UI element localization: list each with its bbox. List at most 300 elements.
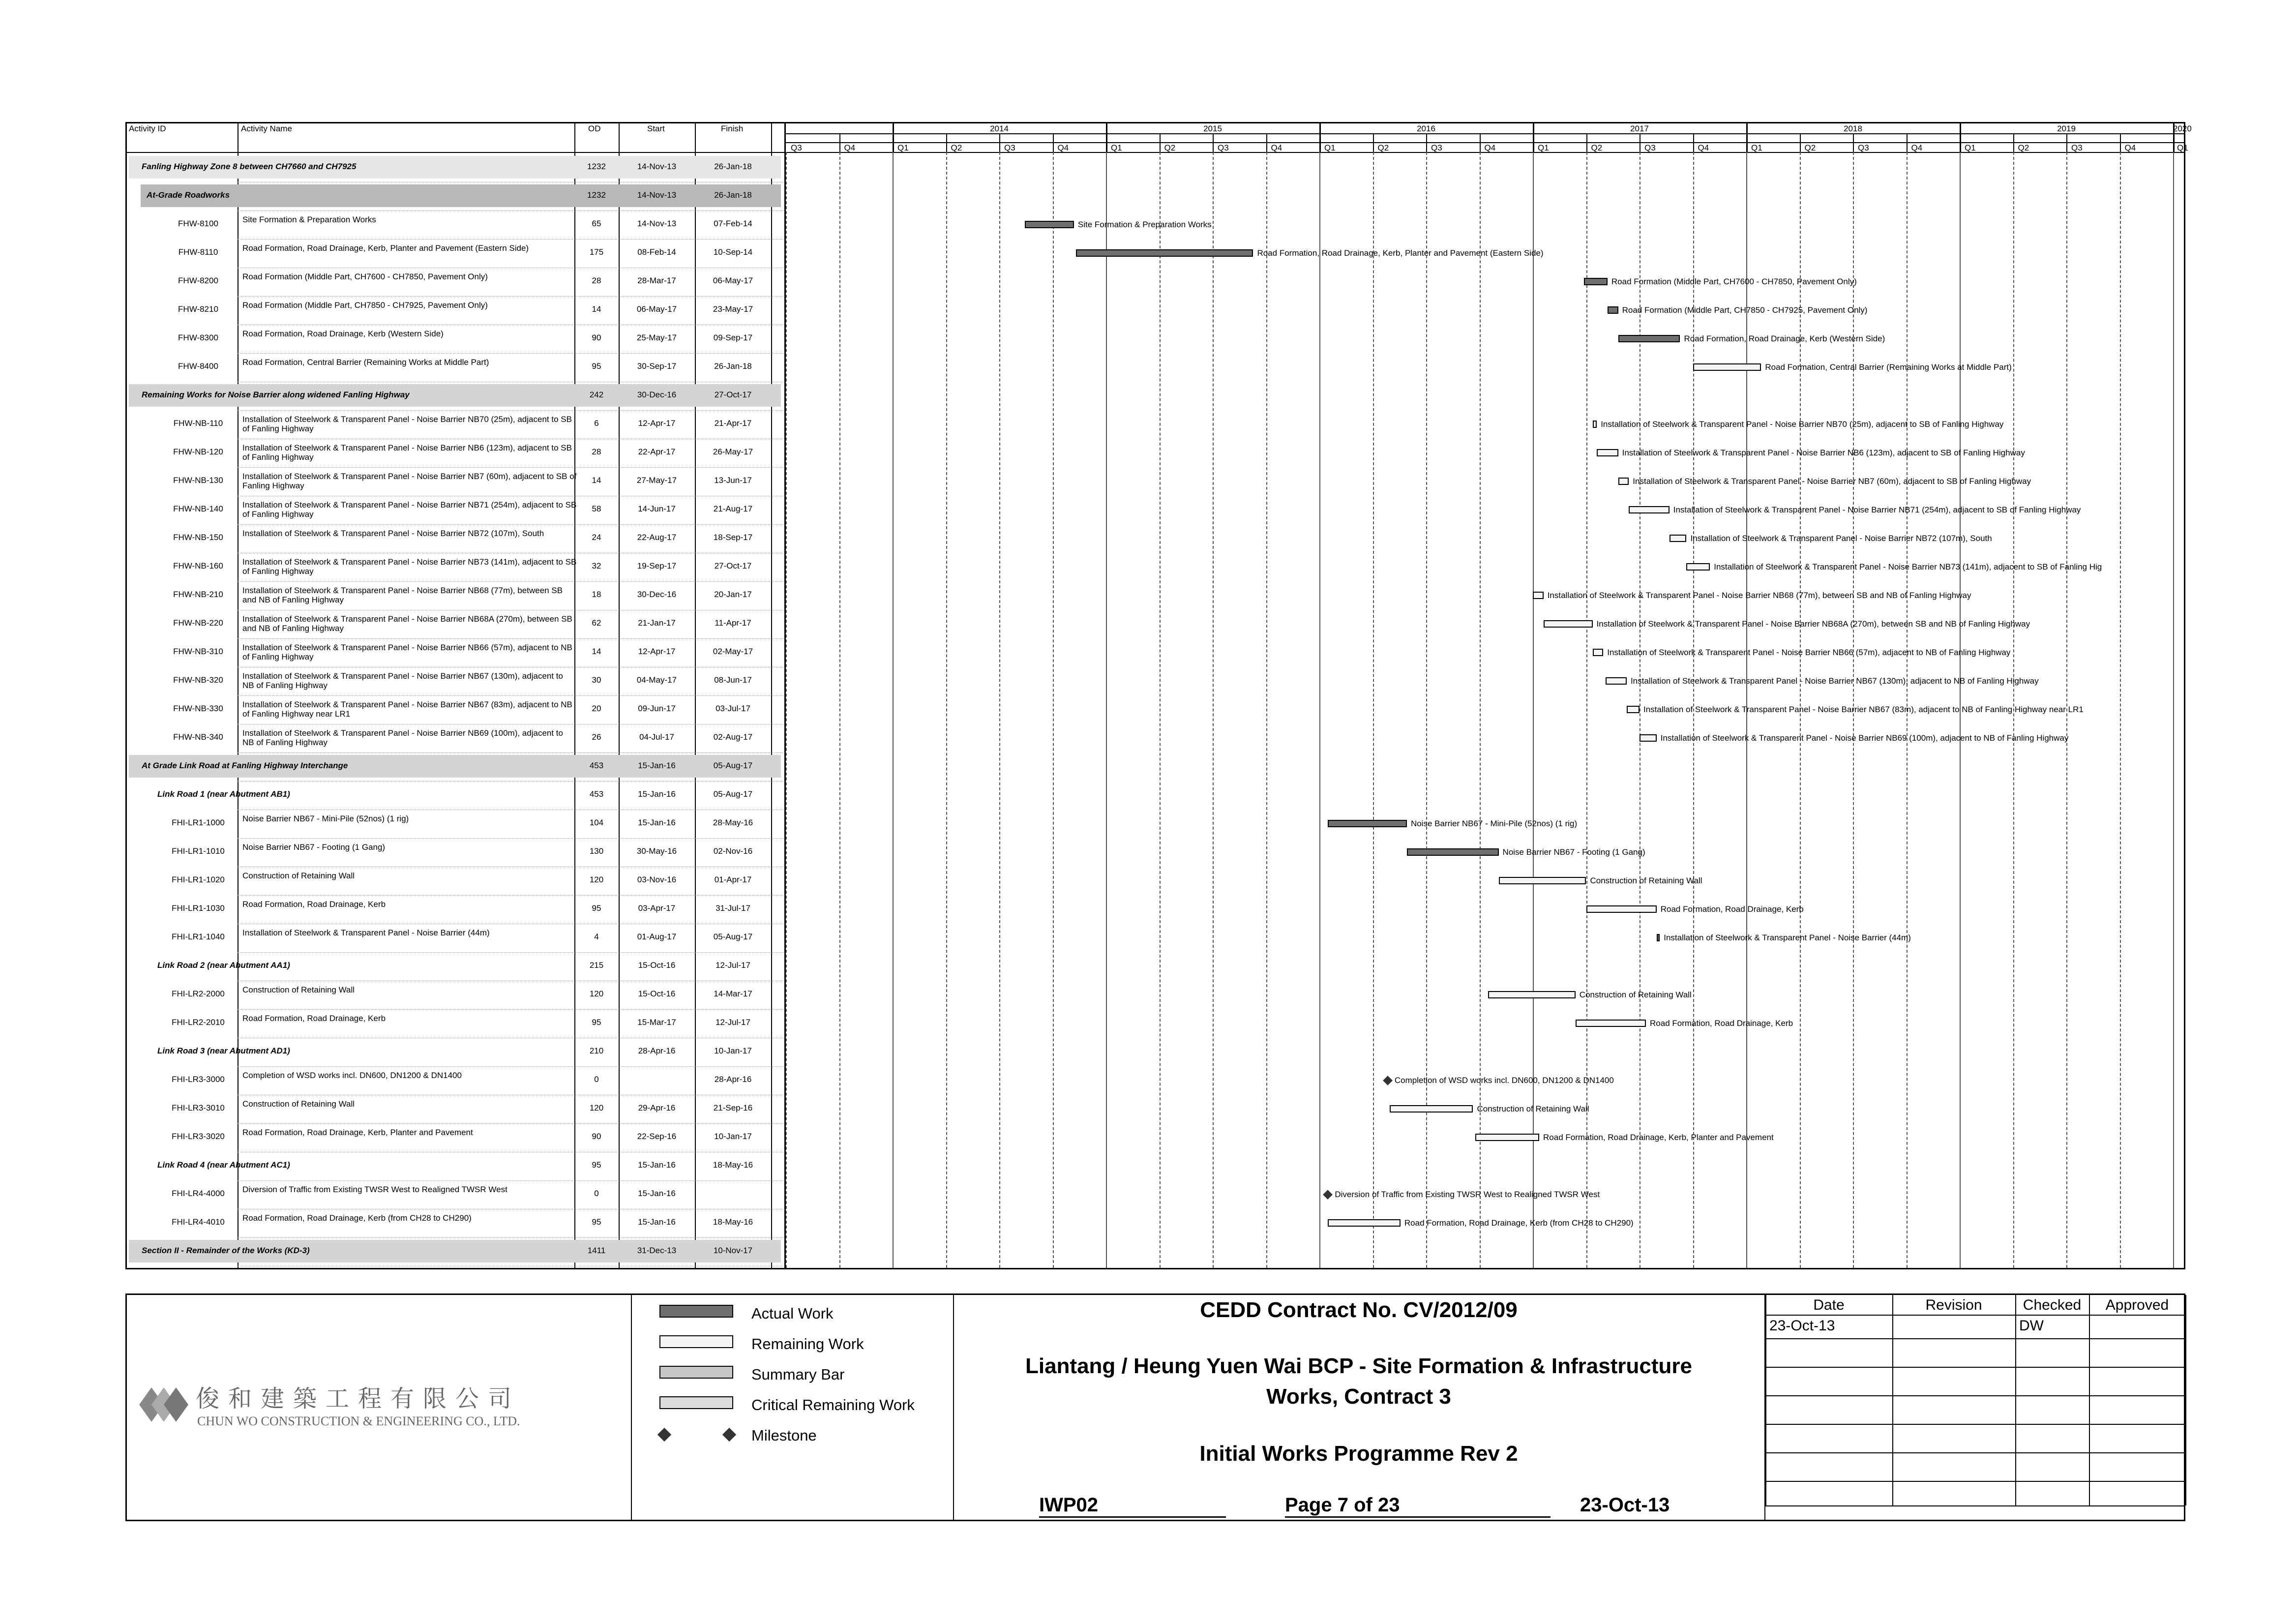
row-separator <box>238 239 783 240</box>
finish-date: 12-Jul-17 <box>716 1018 750 1027</box>
activity-name: Installation of Steelwork & Transparent Panel - Noise Barrier NB66 (57m), adjacent to NB of Fanling Highway <box>242 643 572 662</box>
original-duration: 18 <box>592 590 601 599</box>
finish-date: 10-Sep-14 <box>713 247 753 257</box>
legend-swatch-summary <box>659 1366 733 1379</box>
start-date: 09-Jun-17 <box>638 704 676 713</box>
start-date: 28-Mar-17 <box>637 276 676 285</box>
activity-id: FHI-LR1-1040 <box>172 932 225 941</box>
row-separator <box>238 638 783 639</box>
rev-row-line <box>1765 1367 2185 1368</box>
gantt-bar <box>1407 848 1499 856</box>
start-date: 15-Jan-16 <box>638 818 676 827</box>
gantt-bar <box>1686 563 1710 571</box>
row-separator <box>238 1237 783 1238</box>
quarter-divider <box>1853 133 1854 152</box>
start-date: 30-May-16 <box>636 846 677 856</box>
finish-date: 08-Jun-17 <box>714 675 752 685</box>
bar-label: Installation of Steelwork & Transparent Panel - Noise Barrier NB68 (77m), between SB and NB of Fanling Highway <box>1547 591 1971 600</box>
row-separator <box>238 1066 783 1067</box>
quarter-label: Q1 <box>1751 143 1762 152</box>
quarter-label: Q1 <box>1538 143 1549 152</box>
legend-milestone-icon <box>722 1428 736 1442</box>
activity-id: FHI-LR2-2010 <box>172 1018 225 1027</box>
activity-name: Installation of Steelwork & Transparent Panel - Noise Barrier NB69 (100m), adjacent to NB of Fanling Highway <box>242 728 563 747</box>
activity-id: FHW-NB-220 <box>173 618 223 628</box>
original-duration: 175 <box>589 247 604 257</box>
row-separator <box>238 895 783 896</box>
bar-label: Installation of Steelwork & Transparent Panel - Noise Barrier NB7 (60m), adjacent to SB of Fanling Highway <box>1633 477 2031 486</box>
quarter-label: Q1 <box>2177 143 2188 152</box>
gantt-bar <box>1488 991 1576 998</box>
finish-date: 02-May-17 <box>713 647 753 656</box>
rev-header: Checked <box>2023 1297 2082 1313</box>
gantt-bar <box>1076 249 1253 257</box>
bar-label: Installation of Steelwork & Transparent Panel - Noise Barrier NB70 (25m), adjacent to SB of Fanling Highway <box>1601 420 2004 429</box>
activity-name: Road Formation (Middle Part, CH7850 - CH7925, Pavement Only) <box>242 301 488 310</box>
activity-id: FHW-8300 <box>178 333 218 342</box>
grid-line <box>1266 152 1267 1268</box>
start-date: 21-Jan-17 <box>638 618 676 628</box>
finish-date: 18-May-16 <box>713 1160 753 1170</box>
grid-line <box>1426 152 1427 1268</box>
original-duration: 26 <box>592 732 601 742</box>
activity-name: Road Formation, Road Drainage, Kerb <box>242 900 386 909</box>
row-separator <box>238 524 783 525</box>
grid-line <box>1373 152 1374 1268</box>
gantt-bar <box>1593 649 1604 656</box>
activity-name: Road Formation, Road Drainage, Kerb (Western Side) <box>242 329 444 338</box>
quarter-divider <box>1693 133 1694 152</box>
rev-header: Revision <box>1925 1297 1982 1313</box>
quarter-label: Q3 <box>1004 143 1015 152</box>
activity-name: Installation of Steelwork & Transparent Panel - Noise Barrier NB68 (77m), between SB and NB of Fanling Highway <box>242 586 563 604</box>
activity-id: FHW-NB-330 <box>173 704 223 713</box>
grid-line <box>1106 152 1107 1268</box>
start-date: 14-Jun-17 <box>638 504 676 513</box>
rev-header: Date <box>1813 1297 1845 1313</box>
finish-date: 18-Sep-17 <box>713 533 753 542</box>
year-label: 2018 <box>1844 124 1862 133</box>
company-logo-icon <box>137 1383 191 1427</box>
quarter-divider <box>1053 133 1054 152</box>
col-activity-id-header: Activity ID <box>129 124 166 133</box>
finish-date: 26-Jan-18 <box>714 190 752 200</box>
finish-date: 26-Jan-18 <box>714 361 752 371</box>
activity-name: Installation of Steelwork & Transparent Panel - Noise Barrier (44m) <box>242 928 490 937</box>
finish-date: 01-Apr-17 <box>714 875 752 884</box>
finish-date: 28-May-16 <box>713 818 753 827</box>
project-title-line2: Works, Contract 3 <box>1266 1384 1451 1409</box>
year-label: 2017 <box>1630 124 1649 133</box>
year-label: 2019 <box>2057 124 2076 133</box>
group-name: Link Road 4 (near Abutment AC1) <box>157 1160 290 1170</box>
grid-line <box>1533 152 1534 1268</box>
project-title-line1: Liantang / Heung Yuen Wai BCP - Site Formation & Infrastructure <box>1025 1354 1692 1378</box>
gantt-bar <box>1618 478 1629 485</box>
activity-name: Road Formation, Road Drainage, Kerb (from CH28 to CH290) <box>242 1213 472 1223</box>
activity-name: Installation of Steelwork & Transparent Panel - Noise Barrier NB73 (141m), adjacent to SB of Fanling Highway <box>242 557 577 576</box>
activity-name: Installation of Steelwork & Transparent Panel - Noise Barrier NB71 (254m), adjacent to SB of Fanling Highway <box>242 500 577 519</box>
activity-id: FHI-LR3-3010 <box>172 1103 225 1113</box>
start-date: 04-May-17 <box>636 675 677 685</box>
activity-id: FHI-LR3-3020 <box>172 1132 225 1141</box>
quarter-label: Q3 <box>1644 143 1656 152</box>
rev-row-line <box>1765 1395 2185 1396</box>
quarter-label: Q2 <box>951 143 962 152</box>
original-duration: 120 <box>589 1103 604 1113</box>
gantt-bar <box>1544 620 1593 628</box>
gantt-bar <box>1597 449 1618 456</box>
activity-id: FHI-LR4-4010 <box>172 1217 225 1227</box>
grid-line <box>1480 152 1481 1268</box>
original-duration: 95 <box>592 1160 601 1170</box>
milestone-icon <box>1323 1190 1333 1200</box>
finish-date: 05-Aug-17 <box>713 789 753 799</box>
legend-swatch-actual <box>659 1305 733 1318</box>
gantt-bar <box>1593 421 1597 428</box>
finish-date: 27-Oct-17 <box>714 390 752 399</box>
original-duration: 32 <box>592 561 601 571</box>
gantt-bar <box>1475 1134 1539 1141</box>
col-finish-header: Finish <box>721 124 744 133</box>
start-date: 15-Jan-16 <box>638 761 676 770</box>
bar-label: Installation of Steelwork & Transparent Panel - Noise Barrier NB69 (100m), adjacent to NB of Fanling Highway <box>1660 733 2069 743</box>
activity-id: FHI-LR1-1020 <box>172 875 225 884</box>
original-duration: 90 <box>592 333 601 342</box>
gantt-bar <box>1670 535 1687 542</box>
quarter-divider <box>2120 133 2121 152</box>
gantt-bar <box>1328 1219 1401 1227</box>
company-name-en: CHUN WO CONSTRUCTION & ENGINEERING CO., LTD. <box>197 1414 520 1428</box>
year-label: 2015 <box>1203 124 1222 133</box>
doc-date: 23-Oct-13 <box>1580 1494 1670 1516</box>
grid-line <box>999 152 1000 1268</box>
activity-name: Installation of Steelwork & Transparent Panel - Noise Barrier NB6 (123m), adjacent to SB of Fanling Highway <box>242 443 572 462</box>
activity-name: Construction of Retaining Wall <box>242 985 355 994</box>
gantt-bar <box>1390 1105 1473 1113</box>
original-duration: 14 <box>592 647 601 656</box>
summary-name: Remaining Works for Noise Barrier along widened Fanling Highway <box>142 390 410 399</box>
quarter-label: Q3 <box>791 143 802 152</box>
rev-checked: DW <box>2019 1318 2044 1334</box>
original-duration: 20 <box>592 704 601 713</box>
gantt-bar <box>1606 677 1627 685</box>
gantt-bar <box>1586 905 1657 913</box>
quarter-label: Q3 <box>1218 143 1229 152</box>
rev-col-line <box>2015 1295 2016 1505</box>
activity-id: FHW-NB-130 <box>173 476 223 485</box>
bar-label: Construction of Retaining Wall <box>1579 990 1692 999</box>
legend-milestone-icon <box>657 1428 671 1442</box>
quarter-label: Q4 <box>1057 143 1069 152</box>
legend-swatch-critical <box>659 1396 733 1409</box>
bar-label: Road Formation, Road Drainage, Kerb, Planter and Pavement (Eastern Side) <box>1257 248 1544 258</box>
quarter-divider <box>2066 133 2067 152</box>
milestone-icon <box>1383 1076 1393 1085</box>
finish-date: 05-Aug-17 <box>713 761 753 770</box>
gantt-bar <box>1627 706 1640 713</box>
quarter-label: Q2 <box>2018 143 2029 152</box>
finish-date: 21-Sep-16 <box>713 1103 753 1113</box>
bar-label: Diversion of Traffic from Existing TWSR West to Realigned TWSR West <box>1335 1190 1600 1199</box>
row-separator <box>238 296 783 297</box>
original-duration: 0 <box>594 1189 599 1198</box>
rev-row-line <box>1765 1315 2185 1316</box>
gantt-schedule <box>125 122 2192 1269</box>
gantt-bar <box>1657 934 1660 941</box>
rev-row-line <box>1765 1452 2185 1453</box>
bar-label: Noise Barrier NB67 - Mini-Pile (52nos) (1 rig) <box>1410 819 1578 828</box>
quarter-label: Q2 <box>1164 143 1176 152</box>
activity-name: Installation of Steelwork & Transparent Panel - Noise Barrier NB68A (270m), between SB and NB of Fanling Highway <box>242 614 572 633</box>
row-separator <box>238 695 783 696</box>
grid-line <box>893 152 894 1268</box>
finish-date: 03-Jul-17 <box>716 704 750 713</box>
original-duration: 65 <box>592 219 601 228</box>
gantt-bar <box>1629 506 1669 513</box>
bar-label: Installation of Steelwork & Transparent Panel - Noise Barrier NB71 (254m), adjacent to SB of Fanling Highway <box>1673 505 2081 514</box>
gantt-bar <box>1618 335 1680 342</box>
row-separator <box>238 467 783 468</box>
gantt-bar <box>1576 1020 1646 1027</box>
start-date: 28-Apr-16 <box>638 1046 676 1055</box>
doc-code: IWP02 <box>1039 1494 1226 1518</box>
quarter-divider <box>2013 133 2014 152</box>
activity-id: FHW-NB-310 <box>173 647 223 656</box>
finish-date: 13-Jun-17 <box>714 476 752 485</box>
finish-date: 21-Aug-17 <box>713 504 753 513</box>
activity-id: FHW-NB-150 <box>173 533 223 542</box>
bar-label: Installation of Steelwork & Transparent Panel - Noise Barrier NB67 (83m), adjacent to NB of Fanling Highway near LR1 <box>1643 705 2084 714</box>
year-label: 2016 <box>1417 124 1435 133</box>
quarter-divider <box>1907 133 1908 152</box>
start-date: 27-May-17 <box>636 476 677 485</box>
start-date: 04-Jul-17 <box>639 732 674 742</box>
row-separator <box>238 1009 783 1010</box>
start-date: 14-Nov-13 <box>637 219 677 228</box>
original-duration: 24 <box>592 533 601 542</box>
original-duration: 95 <box>592 361 601 371</box>
finish-date: 10-Jan-17 <box>714 1046 752 1055</box>
activity-id: FHW-8100 <box>178 219 218 228</box>
gantt-bar <box>1025 221 1074 228</box>
activity-id: FHW-8200 <box>178 276 218 285</box>
rev-row-line <box>1765 1338 2185 1339</box>
legend-label: Actual Work <box>751 1305 834 1322</box>
bar-label: Road Formation, Road Drainage, Kerb <box>1650 1019 1793 1028</box>
finish-date: 31-Jul-17 <box>716 903 750 913</box>
bar-label: Installation of Steelwork & Transparent Panel - Noise Barrier NB67 (130m), adjacent to NB of Fanling Highway <box>1630 676 2039 686</box>
activity-id: FHW-NB-140 <box>173 504 223 513</box>
original-duration: 14 <box>592 304 601 314</box>
start-date: 15-Jan-16 <box>638 1189 676 1198</box>
quarter-divider <box>1266 133 1267 152</box>
quarter-divider <box>946 133 947 152</box>
activity-name: Road Formation, Road Drainage, Kerb <box>242 1014 386 1023</box>
activity-id: FHW-NB-120 <box>173 447 223 456</box>
gantt-bar <box>1608 306 1618 314</box>
group-name: Link Road 3 (near Abutment AD1) <box>157 1046 290 1055</box>
grid-line <box>839 152 840 1268</box>
activity-name: Site Formation & Preparation Works <box>242 215 376 224</box>
activity-id: FHW-8110 <box>178 247 218 257</box>
grid-line <box>1586 152 1587 1268</box>
quarter-divider <box>1800 133 1801 152</box>
gantt-bar <box>1693 363 1761 371</box>
finish-date: 10-Nov-17 <box>713 1246 753 1255</box>
gantt-bar <box>1640 734 1657 742</box>
finish-date: 14-Mar-17 <box>714 989 752 998</box>
gantt-bar <box>1533 592 1544 599</box>
start-date: 03-Apr-17 <box>638 903 676 913</box>
start-date: 01-Aug-17 <box>637 932 677 941</box>
row-separator <box>238 1180 783 1181</box>
legend-swatch-remaining <box>659 1335 733 1348</box>
quarter-label: Q3 <box>1431 143 1442 152</box>
start-date: 30-Dec-16 <box>637 590 677 599</box>
start-date: 12-Apr-17 <box>638 647 676 656</box>
bar-label: Completion of WSD works incl. DN600, DN1200 & DN1400 <box>1394 1076 1614 1085</box>
start-date: 14-Nov-13 <box>637 162 677 171</box>
col-start-header: Start <box>647 124 665 133</box>
finish-date: 05-Aug-17 <box>713 932 753 941</box>
activity-name: Construction of Retaining Wall <box>242 1099 355 1109</box>
quarter-divider <box>1480 133 1481 152</box>
activity-name: Road Formation, Road Drainage, Kerb, Planter and Pavement <box>242 1128 473 1137</box>
activity-name: Road Formation, Road Drainage, Kerb, Planter and Pavement (Eastern Side) <box>242 243 529 253</box>
activity-name: Installation of Steelwork & Transparent Panel - Noise Barrier NB72 (107m), South <box>242 529 544 538</box>
activity-id: FHI-LR2-2000 <box>172 989 225 998</box>
finish-date: 02-Nov-16 <box>713 846 753 856</box>
group-name: Link Road 1 (near Abutment AB1) <box>157 789 290 799</box>
quarter-label: Q2 <box>1591 143 1603 152</box>
quarter-label: Q1 <box>1111 143 1122 152</box>
finish-date: 23-May-17 <box>713 304 753 314</box>
finish-date: 18-May-16 <box>713 1217 753 1227</box>
col-od-header: OD <box>588 124 601 133</box>
grid-line <box>2173 152 2174 1268</box>
start-date: 22-Apr-17 <box>638 447 676 456</box>
original-duration: 242 <box>589 390 604 399</box>
quarter-divider <box>999 133 1000 152</box>
bar-label: Road Formation (Middle Part, CH7850 - CH7925, Pavement Only) <box>1622 305 1868 315</box>
finish-date: 26-May-17 <box>713 447 753 456</box>
activity-name: Diversion of Traffic from Existing TWSR West to Realigned TWSR West <box>242 1185 507 1194</box>
finish-date: 12-Jul-17 <box>716 961 750 970</box>
quarter-label: Q2 <box>1377 143 1389 152</box>
rev-date: 23-Oct-13 <box>1769 1318 1835 1334</box>
quarter-label: Q3 <box>1858 143 1869 152</box>
summary-name: At-Grade Roadworks <box>147 190 230 200</box>
finish-date: 02-Aug-17 <box>713 732 753 742</box>
start-date: 15-Jan-16 <box>638 1160 676 1170</box>
grid-line <box>1213 152 1214 1268</box>
grid-line <box>2120 152 2121 1268</box>
start-date: 08-Feb-14 <box>637 247 676 257</box>
bar-label: Installation of Steelwork & Transparent Panel - Noise Barrier NB72 (107m), South <box>1690 534 1992 543</box>
start-date: 30-Sep-17 <box>637 361 677 371</box>
grid-line <box>1160 152 1161 1268</box>
bar-label: Road Formation, Central Barrier (Remaining Works at Middle Part) <box>1765 362 2012 372</box>
finish-date: 26-Jan-18 <box>714 162 752 171</box>
grid-line <box>946 152 947 1268</box>
legend-label: Milestone <box>751 1427 817 1444</box>
original-duration: 30 <box>592 675 601 685</box>
original-duration: 6 <box>594 419 599 428</box>
quarter-label: Q4 <box>1271 143 1282 152</box>
bar-label: Road Formation (Middle Part, CH7600 - CH7850, Pavement Only) <box>1611 277 1857 286</box>
activity-id: FHW-8210 <box>178 304 218 314</box>
original-duration: 28 <box>592 447 601 456</box>
page-number: Page 7 of 23 <box>1285 1494 1551 1518</box>
original-duration: 62 <box>592 618 601 628</box>
row-separator <box>238 410 783 411</box>
rev-row-line <box>1765 1481 2185 1482</box>
rev-header: Approved <box>2105 1297 2169 1313</box>
activity-id: FHI-LR1-1030 <box>172 903 225 913</box>
original-duration: 1232 <box>587 190 606 200</box>
rev-col-line <box>1892 1295 1893 1505</box>
original-duration: 90 <box>592 1132 601 1141</box>
start-date: 12-Apr-17 <box>638 419 676 428</box>
legend-label: Critical Remaining Work <box>751 1396 915 1413</box>
rev-col-line <box>1765 1295 1766 1505</box>
bar-label: Road Formation, Road Drainage, Kerb <box>1660 904 1804 914</box>
finish-date: 09-Sep-17 <box>713 333 753 342</box>
start-date: 15-Mar-17 <box>637 1018 676 1027</box>
original-duration: 0 <box>594 1075 599 1084</box>
row-separator <box>238 1123 783 1124</box>
rev-row-line <box>1765 1424 2185 1425</box>
legend-label: Summary Bar <box>751 1366 845 1383</box>
quarter-label: Q3 <box>2071 143 2083 152</box>
row-separator <box>238 781 783 782</box>
quarter-divider <box>1213 133 1214 152</box>
summary-name: Fanling Highway Zone 8 between CH7660 and CH7925 <box>142 162 357 171</box>
original-duration: 453 <box>589 761 604 770</box>
finish-date: 20-Jan-17 <box>714 590 752 599</box>
quarter-divider <box>1586 133 1587 152</box>
rev-row-line <box>1765 1505 2185 1506</box>
company-name-cn: 俊和建築工程有限公司 <box>196 1385 521 1413</box>
finish-date: 28-Apr-16 <box>714 1075 752 1084</box>
rev-col-line <box>2185 1295 2186 1505</box>
header-rule <box>127 152 2184 153</box>
original-duration: 95 <box>592 1217 601 1227</box>
bar-label: Road Formation, Road Drainage, Kerb, Planter and Pavement <box>1543 1133 1774 1142</box>
row-separator <box>238 838 783 839</box>
bar-label: Installation of Steelwork & Transparent Panel - Noise Barrier NB73 (141m), adjacent to SB of Fanling Hig <box>1714 562 2102 571</box>
original-duration: 58 <box>592 504 601 513</box>
activity-id: FHI-LR1-1010 <box>172 846 225 856</box>
activity-name: Installation of Steelwork & Transparent Panel - Noise Barrier NB7 (60m), adjacent to SB of Fanling Highway <box>242 472 577 490</box>
activity-name: Road Formation, Central Barrier (Remaining Works at Middle Part) <box>242 358 489 367</box>
original-duration: 14 <box>592 476 601 485</box>
activity-id: FHW-NB-210 <box>173 590 223 599</box>
bar-label: Construction of Retaining Wall <box>1477 1104 1589 1113</box>
legend-label: Remaining Work <box>751 1335 864 1353</box>
finish-date: 10-Jan-17 <box>714 1132 752 1141</box>
bar-label: Road Formation, Road Drainage, Kerb (from CH28 to CH290) <box>1404 1218 1634 1228</box>
start-date: 31-Dec-13 <box>637 1246 677 1255</box>
original-duration: 104 <box>589 818 604 827</box>
quarter-label: Q4 <box>1484 143 1496 152</box>
activity-id: FHW-NB-160 <box>173 561 223 571</box>
activity-id: FHW-NB-340 <box>173 732 223 742</box>
quarter-label: Q1 <box>1965 143 1976 152</box>
gantt-bar <box>1328 820 1407 827</box>
finish-date: 11-Apr-17 <box>715 618 751 628</box>
